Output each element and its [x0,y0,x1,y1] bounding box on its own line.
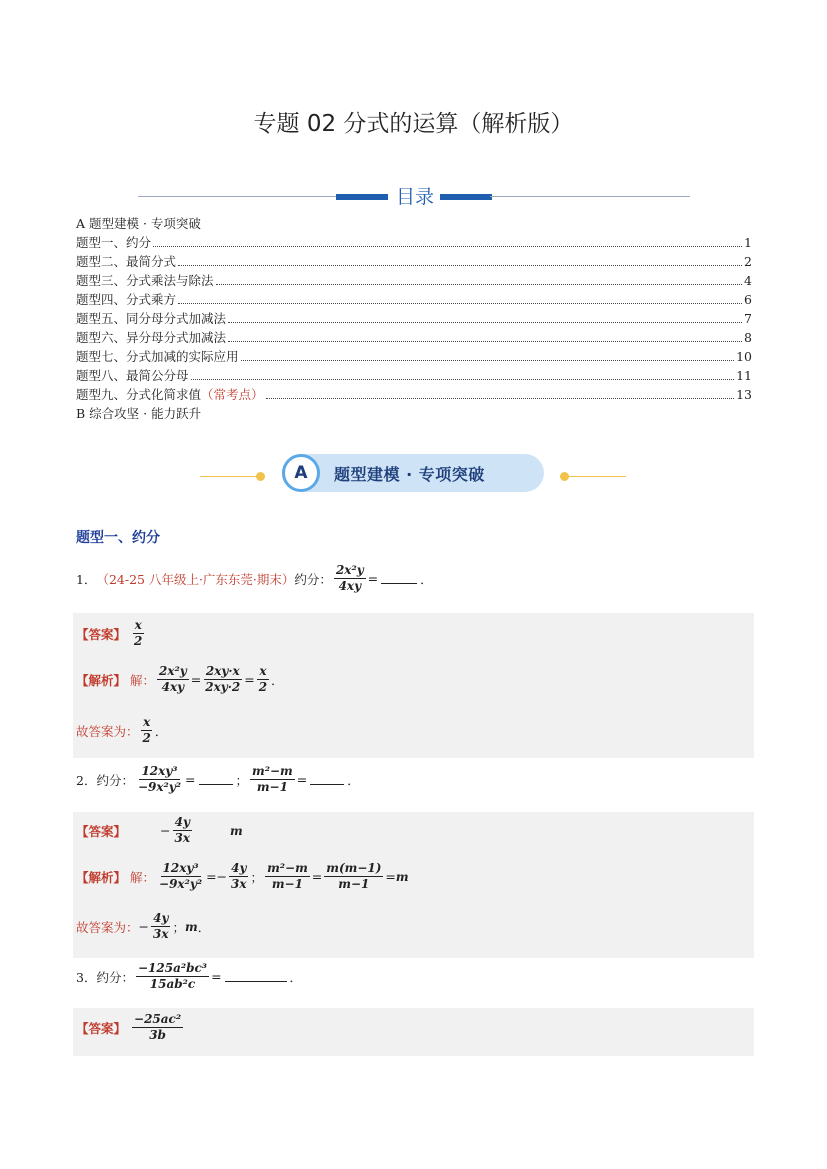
toc-item[interactable]: 题型三、分式乘法与除法 4 [76,273,752,288]
section-title: 题型建模 · 专项突破 [334,464,485,484]
toc-divider-left [138,196,338,197]
question-2: 2． 约分： $\frac{\text{12xy³}}{\text{−9x²y²}}$ = ； $\frac{\text{m²−m}}{m-1}$ = ． [76,764,360,794]
answer-blank[interactable] [310,774,344,785]
question-3: 3． 约分： $\frac{\text{−125a²bc³}}{\text{15ab²c}}$ = ． [76,961,303,991]
toc-item[interactable]: 题型九、分式化简求值 （常考点） 13 [76,387,752,402]
toc-item[interactable]: 题型五、同分母分式加减法 7 [76,311,752,326]
answer-blank[interactable] [225,971,287,982]
answer-blank[interactable] [199,774,233,785]
analysis-2: 【解析】 解： $\frac{\text{12xy³}}{\text{−9x²y²}}$ =− $\frac{4y}{3x}$ ； $\frac{\text{m²−m}}{m-1}$ = $\frac{m(m-1)}{m-1}$ = m [76,861,409,891]
toc-item[interactable]: 题型四、分式乘方 6 [76,292,752,307]
section-pill [282,454,544,492]
toc-item[interactable]: 题型六、异分母分式加减法 8 [76,330,752,345]
toc-part-a[interactable]: A 题型建模 · 专项突破 [76,216,201,231]
fraction: $\frac{\text{2x²y}}{4xy}$ [335,563,364,593]
final-2: 故答案为： − $\frac{4y}{3x}$ ； m ． [76,911,211,941]
toc-item[interactable]: 题型二、最简分式 2 [76,254,752,269]
toc-banner [138,182,690,206]
toc-bar-right [440,194,492,200]
question-source: （24-25 八年级上·广东东莞·期末） [96,571,295,587]
banner-dot-left [256,472,265,481]
toc-divider-right [490,196,690,197]
answer-2: 【答案】 − $\frac{4y}{3x}$ m [76,815,243,845]
toc-item[interactable]: 题型八、最简公分母 11 [76,368,752,383]
question-1: 1． （24-25 八年级上·广东东莞·期末） 约分： $\frac{\text{2x²y}}{4xy}$ = ． [76,563,433,593]
section-banner [200,452,627,496]
toc-part-b[interactable]: B 综合攻坚 · 能力跃升 [76,406,202,421]
toc-item[interactable]: 题型七、分式加减的实际应用 10 [76,349,752,364]
answer-blank[interactable] [381,573,417,584]
type1-heading: 题型一、约分 [76,530,160,546]
section-letter: A [282,454,320,492]
toc-note: （常考点） [201,387,264,402]
toc-bar-left [336,194,388,200]
answer-1: 【答案】 $\frac{x}{2}$ [76,618,143,648]
table-of-contents [76,214,752,423]
toc-header: 目录 [395,186,434,208]
final-1: 故答案为： $\frac{x}{2}$ ． [76,715,168,745]
page-title: 专题 02 分式的运算（解析版） [253,111,574,137]
answer-3: 【答案】 $\frac{\text{−25ac²}}{3b}$ [76,1012,182,1042]
analysis-1: 【解析】 解： $\frac{\text{2x²y}}{4xy}$ = $\frac{2xy\cdot x}{2xy\cdot 2}$ = $\frac{x}{2}$ ． [76,664,284,694]
toc-item[interactable]: 题型一、约分 1 [76,235,752,250]
